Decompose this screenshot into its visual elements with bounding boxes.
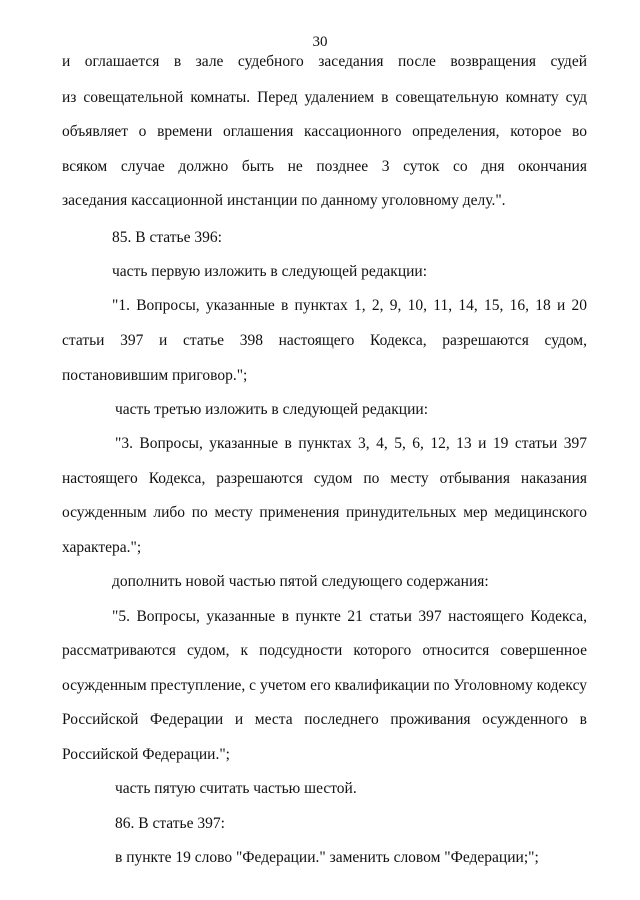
text-line: из совещательной комнаты. Перед удалением в совещательную комнату суд	[62, 89, 587, 106]
text-line: объявляет о времени оглашения кассационного определения, которое во	[62, 123, 587, 140]
text-line: в пункте 19 слово "Федерации." заменить словом "Федерации;";	[115, 849, 539, 866]
text-line: дополнить новой частью пятой следующего содержания:	[112, 573, 489, 590]
text-line: Российской Федерации и места последнего проживания осужденного в	[62, 711, 587, 728]
text-line: постановившим приговор.";	[62, 367, 248, 384]
text-line: и оглашается в зале судебного заседания после возвращения судей	[62, 53, 587, 70]
text-line: настоящего Кодекса, разрешаются судом по месту отбывания наказания	[62, 470, 587, 487]
text-line: статьи 397 и статье 398 настоящего Кодекса, разрешаются судом,	[62, 332, 587, 349]
text-line: "1. Вопросы, указанные в пунктах 1, 2, 9, 10, 11, 14, 15, 16, 18 и 20	[112, 297, 587, 314]
text-line: заседания кассационной инстанции по данному уголовному делу.".	[62, 192, 506, 209]
text-line: осужденным либо по месту применения принудительных мер медицинского	[62, 504, 587, 521]
text-line: "5. Вопросы, указанные в пункте 21 статьи 397 настоящего Кодекса,	[112, 608, 587, 625]
text-line: осужденным преступление, с учетом его квалификации по Уголовному кодексу	[62, 677, 587, 694]
section-heading: 85. В статье 396:	[112, 229, 222, 246]
page-number: 30	[312, 34, 328, 50]
text-line: характера.";	[62, 539, 142, 556]
text-line: часть пятую считать частью шестой.	[115, 780, 357, 797]
text-line: часть третью изложить в следующей редакции:	[115, 401, 428, 418]
text-line: "3. Вопросы, указанные в пунктах 3, 4, 5, 6, 12, 13 и 19 статьи 397	[115, 435, 587, 452]
text-line: Российской Федерации.";	[62, 746, 230, 763]
text-line: рассматриваются судом, к подсудности которого относится совершенное	[62, 642, 587, 659]
text-line: всяком случае должно быть не позднее 3 суток со дня окончания	[62, 158, 587, 175]
section-heading: 86. В статье 397:	[115, 815, 225, 832]
text-line: часть первую изложить в следующей редакции:	[112, 263, 428, 280]
